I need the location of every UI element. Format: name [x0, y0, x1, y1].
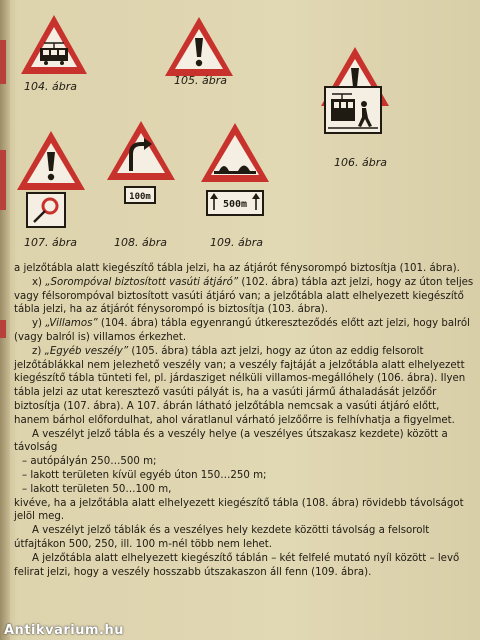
list-item [14, 483, 476, 497]
list-item [14, 455, 476, 469]
paragraph-text: A veszélyt jelző táblák és a veszélyes hely kezdete közötti távolság a felsorolt útfajtákon 500, 250, ill. 100 m-nél több nem lehet. [14, 525, 430, 550]
paragraph-lead: x) [32, 276, 46, 288]
figure-104 [18, 12, 90, 78]
sign-name: „Sorompóval biztosított vasúti átjáró” [45, 276, 239, 288]
paragraph [14, 428, 476, 456]
paragraph [14, 497, 476, 525]
sign-name: „Egyéb veszély” [44, 345, 129, 357]
distance-label: 100m [129, 192, 151, 202]
paragraph-text: A jelzőtábla alatt elhelyezett kiegészítő táblán – két felfelé mutató nyíl között – levő felirat jelzi, hogy a veszély hosszabb útszakaszon áll fenn (109. ábra). [14, 552, 460, 578]
spine-mark [0, 320, 6, 338]
exclamation-warning-sign-icon [14, 128, 88, 194]
paragraph [14, 317, 476, 345]
paragraph-text: (104. ábra) tábla egyenrangú útkereszteződés előtt azt jelzi, hogy balról (vagy balról is) villamos érkezhet. [14, 318, 470, 343]
paragraph [14, 276, 476, 317]
paragraph [14, 345, 476, 428]
exclamation-warning-sign-icon [162, 14, 236, 80]
figure-caption: 109. ábra [210, 236, 263, 249]
distance-plate [124, 186, 156, 204]
dangerous-curve-sign-icon [104, 118, 178, 184]
stop-paddle-panel [26, 192, 66, 228]
figure-caption: 106. ábra [334, 156, 387, 169]
paragraph [14, 524, 476, 552]
length-panel-500m [206, 190, 264, 216]
figure-caption: 105. ábra [174, 74, 227, 87]
figure-105 [162, 14, 236, 80]
figure-caption: 108. ábra [114, 236, 167, 249]
tram-warning-sign-icon [18, 12, 90, 78]
figure-caption: 104. ábra [24, 80, 77, 93]
paragraph-lead: y) [32, 318, 46, 330]
length-label: 500m [222, 199, 248, 210]
list-item [14, 469, 476, 483]
list-item-text: – lakott területen 50…100 m, [22, 483, 172, 495]
spine-mark [0, 40, 6, 84]
paragraph [14, 262, 476, 276]
watermark: Antikvarium.hu [4, 623, 124, 638]
body-text [14, 262, 476, 579]
list-item-text: – autópályán 250…500 m; [22, 456, 157, 468]
figure-108 [104, 118, 178, 184]
uneven-road-sign-icon [198, 120, 272, 186]
paragraph-text: A veszélyt jelző tábla és a veszély helye (a veszélyes útszakasz kezdete) között a távolság [14, 428, 448, 454]
paragraph-text: a jelzőtábla alatt kiegészítő tábla jelzi, ha az átjárót fénysorompó biztosítja (101. ábra). [14, 263, 460, 274]
figure-109 [198, 120, 272, 186]
page-spine [0, 0, 10, 640]
tram-stop-pedestrian-icon [324, 86, 382, 134]
paragraph-lead: z) [32, 345, 45, 357]
paragraph-text: kivéve, ha a jelzőtábla alatt elhelyezett kiegészítő tábla (108. ábra) rövidebb távolságot jelöl meg. [14, 497, 464, 523]
tram-stop-panel [324, 86, 382, 134]
stop-paddle-icon [26, 192, 66, 228]
spine-mark [0, 150, 6, 210]
paragraph [14, 552, 476, 580]
distance-panel-100m [124, 186, 156, 204]
length-plate [206, 190, 264, 216]
figure-107 [14, 128, 88, 194]
list-item-text: – lakott területen kívül egyéb úton 150…250 m; [22, 469, 267, 481]
paragraph-text: (105. ábra) tábla azt jelzi, hogy az úton az eddig felsorolt jelzőtáblákkal nem jelezhető veszély van; a veszély fajtáját a jelzőtábla alatt elhelyezett kiegészítő tábla tünteti fel, pl. járdasziget nélküli villamos-megállóhely (106. ábra). Ilyen tábla jelzi az utat keresztező vasúti pályát is, ha a vasúti jármű áthaladását jelzőőr biztosítja (107. ábra). A 107. ábrán látható jelzőtábla nemcsak a vasúti átjáró előtt, hanem bárhol előfordulhat, ahol váratlanul várható jelzőőrre is felhívhatja a figyelmet. [14, 345, 466, 426]
sign-name: „Villamos” [45, 318, 98, 330]
paragraph-text: (102. ábra) tábla azt jelzi, hogy az úton teljes vagy félsorompóval biztosított vasúti átjáró van; a jelzőtábla alatt elhelyezett kiegészítő tábla jelzi, ha az átjárót fénysorompó is biztosítja (103. ábra). [14, 276, 474, 316]
figure-caption: 107. ábra [24, 236, 77, 249]
